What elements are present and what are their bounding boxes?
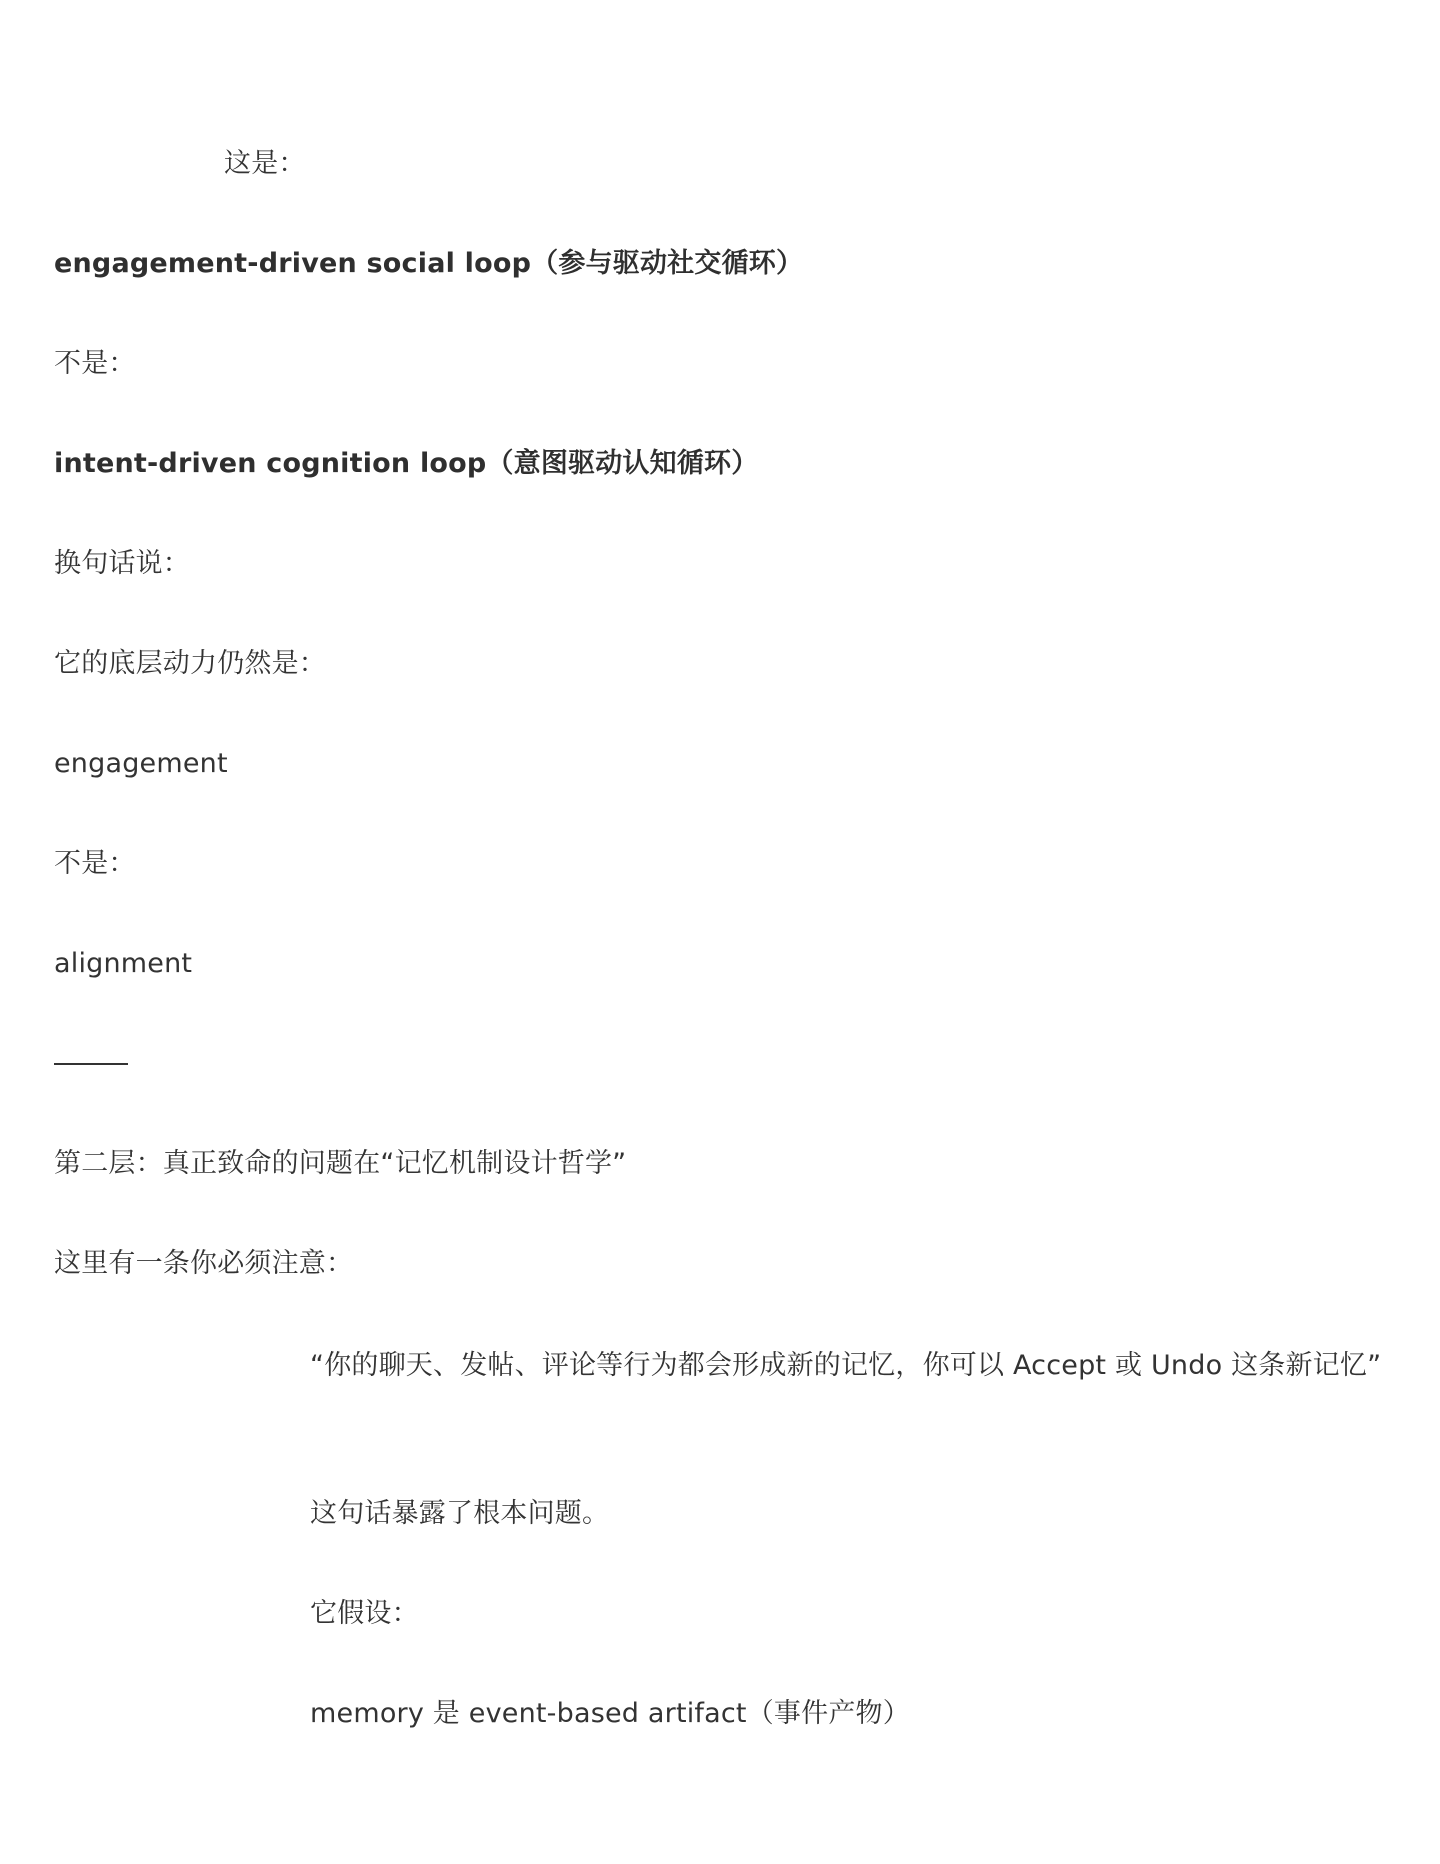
text-line-alignment: alignment	[54, 948, 193, 979]
section-heading-layer-two: 第二层：真正致命的问题在“记忆机制设计哲学”	[54, 1148, 627, 1179]
text-line-exposes-problem: 这句话暴露了根本问题。	[310, 1498, 610, 1529]
section-divider	[54, 1063, 128, 1065]
text-line-engagement: engagement	[54, 748, 228, 779]
text-line-engagement-loop: engagement-driven social loop（参与驱动社交循环）	[54, 248, 804, 279]
text-line-not-1: 不是：	[54, 348, 136, 379]
text-line-this-is: 这是：	[224, 148, 306, 179]
text-line-memory-artifact: memory 是 event-based artifact（事件产物）	[310, 1698, 910, 1729]
text-line-intent-loop: intent-driven cognition loop（意图驱动认知循环）	[54, 448, 759, 479]
text-line-in-other-words: 换句话说：	[54, 548, 190, 579]
quote-memory-statement: “你的聊天、发帖、评论等行为都会形成新的记忆，你可以 Accept 或 Undo 这条新记忆”	[310, 1350, 1382, 1381]
text-line-underlying-driver: 它的底层动力仍然是：	[54, 648, 326, 679]
text-line-it-assumes: 它假设：	[310, 1598, 419, 1629]
text-line-not-2: 不是：	[54, 848, 136, 879]
text-line-note: 这里有一条你必须注意：	[54, 1248, 354, 1279]
